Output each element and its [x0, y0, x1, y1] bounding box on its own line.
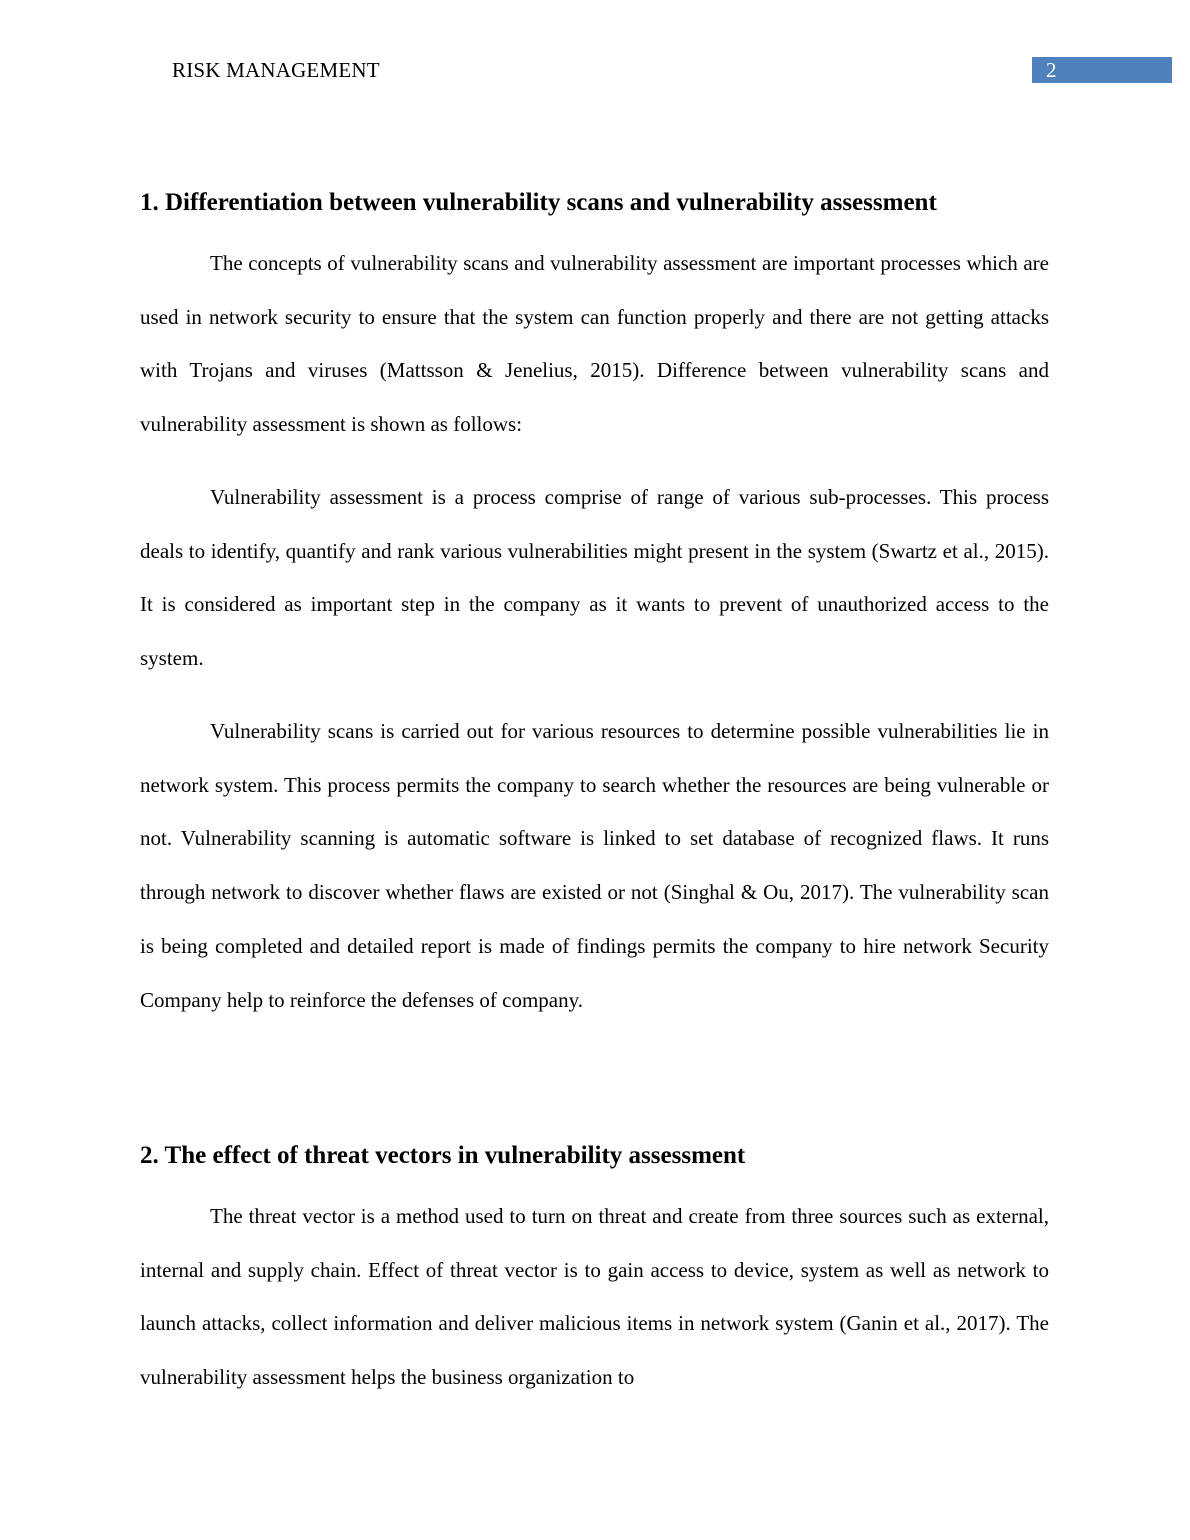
page-number-badge — [1032, 57, 1172, 83]
section-2-paragraph-1: The threat vector is a method used to turn on threat and create from three sources such as external, internal and supply chain. Effect of threat vector is to gain access to device, system as well as network to launch attacks, collect information and deliver malicious items in network system (Ganin et al., 2017). The vulnerability assessment helps the business organization to — [140, 1204, 1049, 1390]
section-1-paragraph-2: Vulnerability assessment is a process comprise of range of various sub-processes. This process deals to identify, quantify and rank various vulnerabilities might present in the system (Swartz et al., 2015). It is considered as important step in the company as it wants to prevent of unauthorized access to the system. — [140, 485, 1049, 671]
section-1-paragraph-1: The concepts of vulnerability scans and vulnerability assessment are important processes which are used in network security to ensure that the system can function properly and there are not getting attacks with Trojans and viruses (Mattsson & Jenelius, 2015). Difference between vulnerability scans and vulnerability assessment is shown as follows: — [140, 251, 1049, 437]
running-head: RISK MANAGEMENT — [172, 58, 380, 82]
section-1-paragraph-3: Vulnerability scans is carried out for various resources to determine possible vulnerabilities lie in network system. This process permits the company to search whether the resources are being vulnerable or not. Vulnerability scanning is automatic software is linked to set database of recognized flaws. It runs through network to discover whether flaws are existed or not (Singhal & Ou, 2017). The vulnerability scan is being completed and detailed report is made of findings permits the company to hire network Security Company help to reinforce the defenses of company. — [140, 719, 1049, 1012]
page-number: 2 — [1046, 58, 1057, 82]
section-1-heading: 1. Differentiation between vulnerability scans and vulnerability assessment — [140, 189, 937, 216]
section-2-heading: 2. The effect of threat vectors in vulnerability assessment — [140, 1142, 746, 1169]
